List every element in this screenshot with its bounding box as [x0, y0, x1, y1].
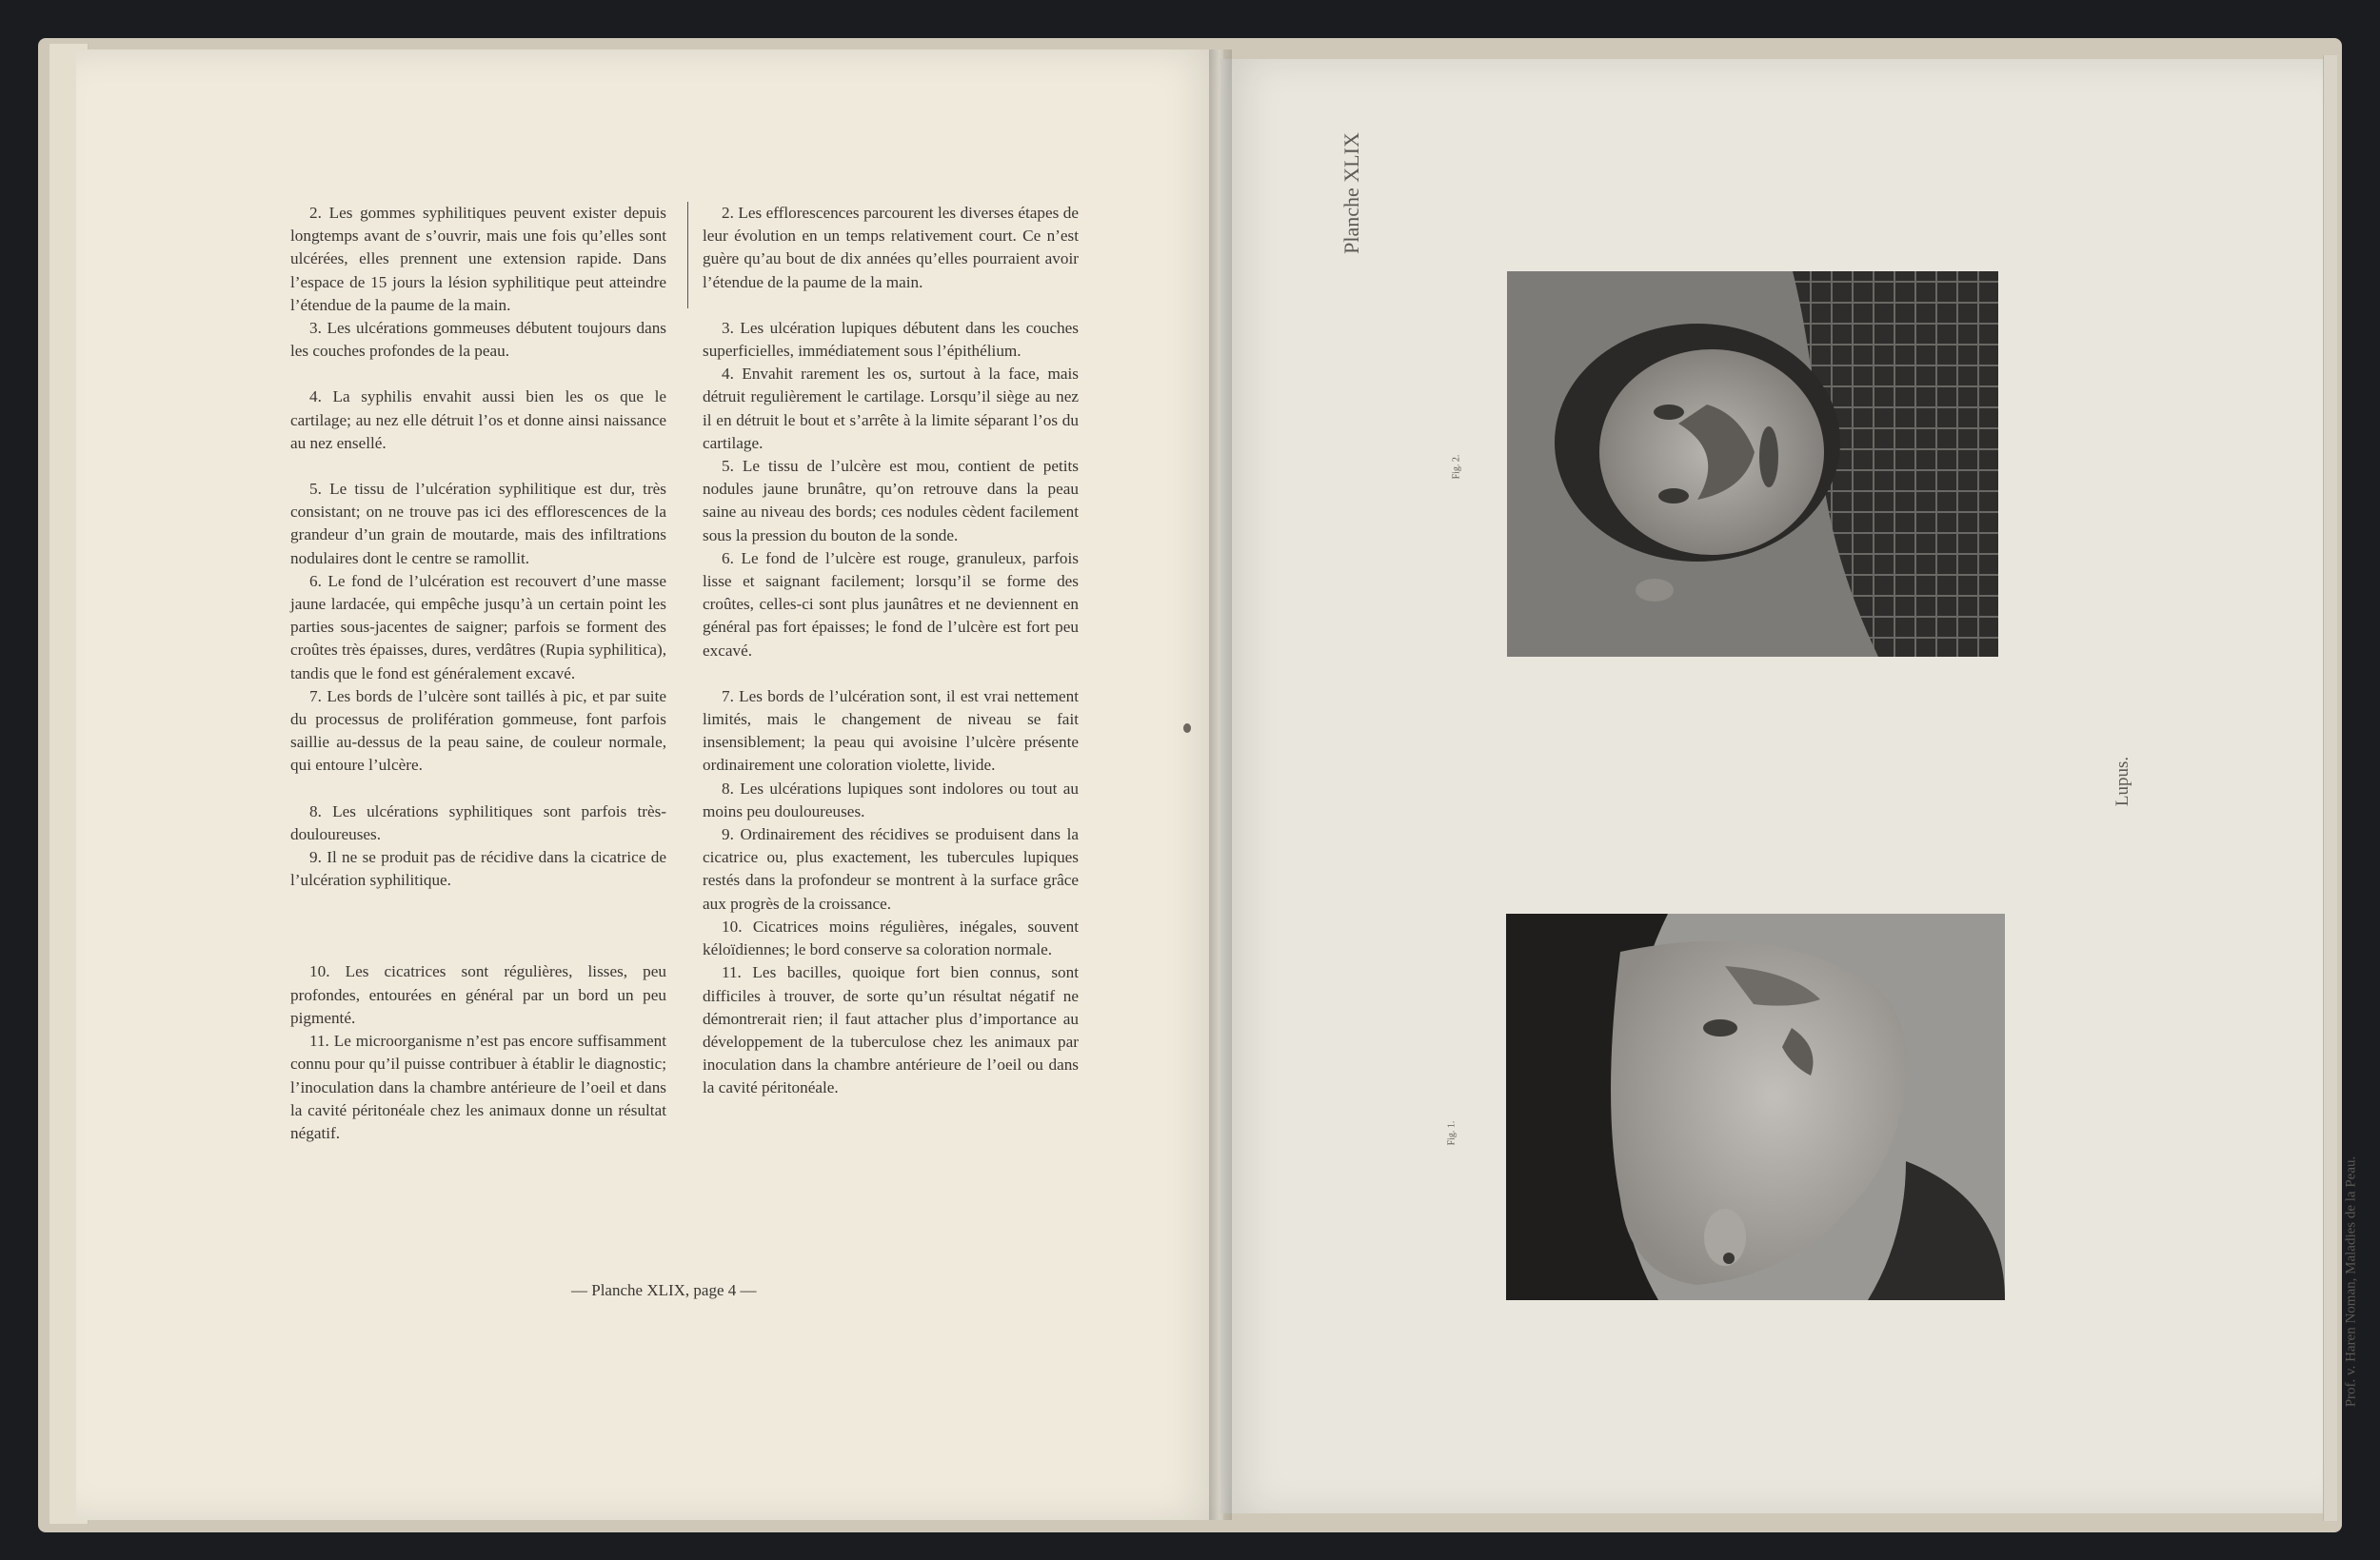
column-divider — [687, 202, 688, 308]
paragraph: 5. Le tissu de l’ulcère est mou, contient de petits nodules jaune brunâtre, qu’on retrouve dans la peau saine au niveau des bords; ces nodules cèdent facilement sous la pression du bouton de la sonde. — [703, 457, 1079, 544]
paragraph: 11. Les bacilles, quoique fort bien connus, sont difficiles à trouver, de sorte qu’un résultat négatif ne démontrerait rien; il faut attacher plus d’importance au développement de la tuberculose chez les animaux par inoculation dans la chambre antérieure de l’oeil ou dans la cavité péritonéale. — [703, 963, 1079, 1097]
plate-subject: Lupus. — [2112, 756, 2132, 807]
syphilis-column — [290, 202, 666, 1145]
plate-title: Planche XLIX — [1339, 132, 1363, 254]
paragraph: 7. Les bords de l’ulcération sont, il est vrai nettement limités, mais le changement de niveau se fait insensiblement; la peau qui avoisine l’ulcère présente ordinairement une coloration violette, livide. — [703, 686, 1079, 775]
paragraph: 11. Le microorganisme n’est pas encore suffisamment connu pour qu’il puisse contribuer à établir le diagnostic; l’inoculation dans la chambre antérieure de l’oeil et dans la cavité péritonéale chez les animaux donne un résultat négatif. — [290, 1032, 666, 1142]
page-footer: — Planche XLIX, page 4 — — [571, 1281, 757, 1299]
paragraph: 6. Le fond de l’ulcération est recouvert d’une masse jaune lardacée, qui empêche jusqu’à un certain point les parties sous-jacentes de saigner; parfois se forment des croûtes très épaisses, dures, verdâtres (Rupia syphilitica), tandis que le fond est généralement excavé. — [290, 571, 666, 682]
paragraph: 2. Les gommes syphilitiques peuvent exister depuis longtemps avant de s’ouvrir, mais une fois qu’elles sont ulcérées, elles prennent une extension rapide. Dans l’espace de 15 jours la lésion syphilitique peut atteindre l’étendue de la paume de la main. — [290, 204, 666, 314]
paragraph: 3. Les ulcérations gommeuses débutent toujours dans les couches profondes de la peau. — [290, 319, 666, 361]
paragraph: 10. Cicatrices moins régulières, inégales, souvent kéloïdiennes; le bord conserve sa coloration normale. — [703, 917, 1079, 959]
patient-profile-image — [1506, 914, 2005, 1300]
fig-2-photograph — [1507, 271, 1998, 657]
paragraph: 5. Le tissu de l’ulcération syphilitique est dur, très consistant; on ne trouve pas ici des efflorescences de la grandeur d’un grain de moutarde, mais des infiltrations nodulaires dont le centre se ramollit. — [290, 480, 666, 567]
paragraph: 4. La syphilis envahit aussi bien les os que le cartilage; au nez elle détruit l’os et donne ainsi naissance au nez ensellé. — [290, 387, 666, 452]
plate-credit: Prof. v. Haren Noman, Maladies de la Peau. — [2343, 1155, 2359, 1408]
fig-1-label: Fig. 1. — [1446, 1120, 1458, 1146]
fig-1-photograph — [1506, 914, 2005, 1300]
paragraph: 8. Les ulcérations lupiques sont indolores ou tout au moins peu douloureuses. — [703, 779, 1079, 820]
paragraph: 4. Envahit rarement les os, surtout à la face, mais détruit regulièrement le cartilage. Lorsqu’il siège au nez il en détruit le bout et s’arrête à la limite séparant l’os du cartilage. — [703, 365, 1079, 452]
fig-2-label: Fig. 2. — [1451, 454, 1462, 480]
right-page-edge — [2323, 55, 2337, 1521]
paper-speck — [1183, 723, 1191, 733]
paragraph: 7. Les bords de l’ulcère sont taillés à pic, et par suite du processus de prolifération gommeuse, font parfois saillie au-dessus de la peau saine, de couleur normale, qui entoure l’ulcère. — [290, 686, 666, 775]
paragraph: 3. Les ulcération lupiques débutent dans les couches superficielles, immédiatement sous l’épithélium. — [703, 318, 1079, 361]
book-gutter — [1209, 49, 1232, 1520]
patient-portrait-image — [1507, 271, 1998, 657]
paragraph: 10. Les cicatrices sont régulières, lisses, peu profondes, entourées en général par un bord un peu pigmenté. — [290, 962, 666, 1027]
paragraph: 6. Le fond de l’ulcère est rouge, granuleux, parfois lisse et saignant facilement; lorsqu’il se forme des croûtes, celles-ci sont plus jaunâtres et ne deviennent en général pas fort épaisses; le fond de l’ulcère est fort peu excavé. — [703, 548, 1079, 660]
paragraph: 2. Les efflorescences parcourent les diverses étapes de leur évolution en un temps relativement court. Ce n’est guère qu’au bout de dix années qu’elles pourraient avoir l’étendue de la paume de la main. — [703, 204, 1079, 291]
paragraph: 8. Les ulcérations syphilitiques sont parfois très-douloureuses. — [290, 801, 666, 843]
lupus-column — [703, 202, 1079, 1100]
paragraph: 9. Il ne se produit pas de récidive dans la cicatrice de l’ulcération syphilitique. — [290, 848, 666, 890]
paragraph: 9. Ordinairement des récidives se produisent dans la cicatrice ou, plus exactement, les tubercules lupiques restés dans la profondeur se montrent à la surface grâce aux progrès de la croissance. — [703, 825, 1079, 913]
